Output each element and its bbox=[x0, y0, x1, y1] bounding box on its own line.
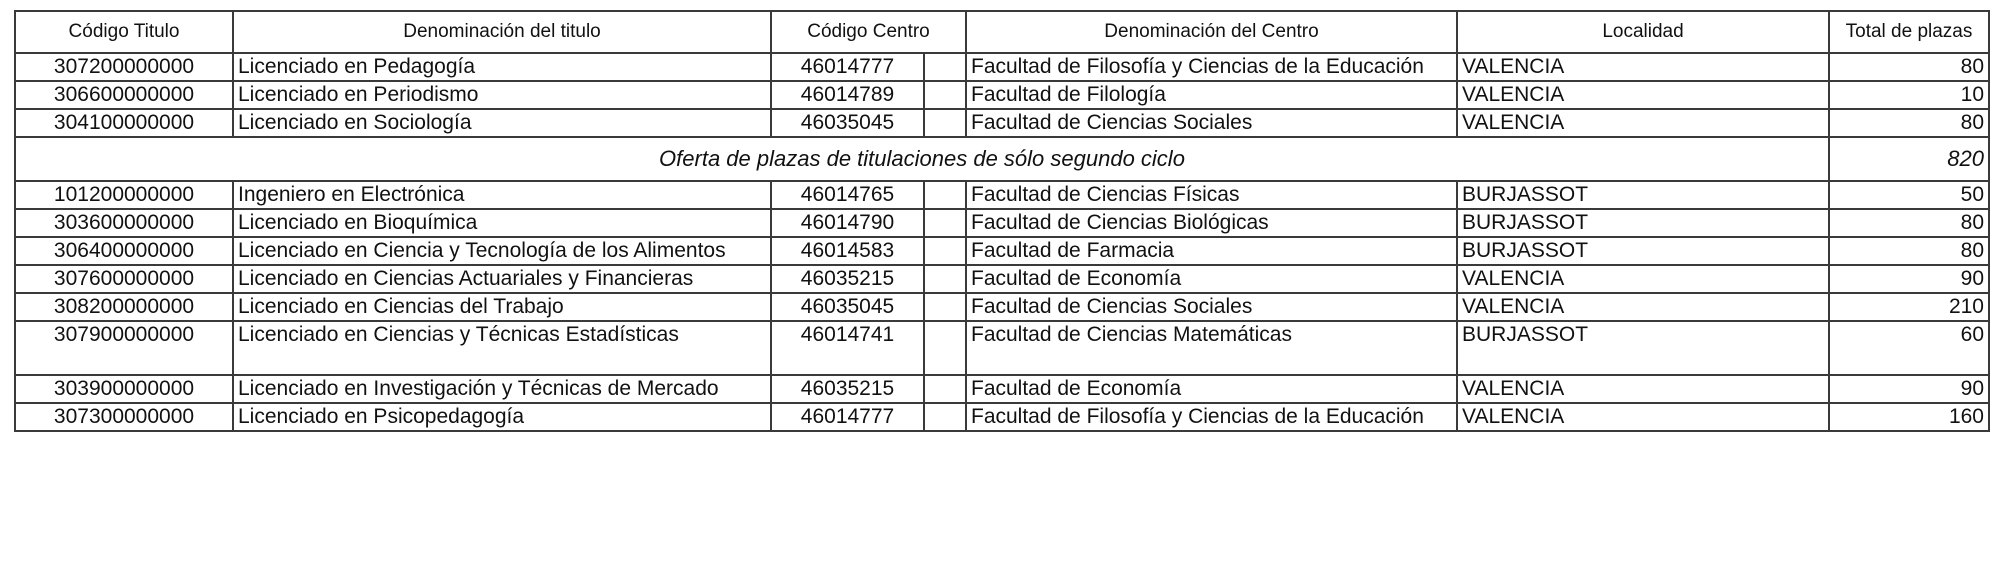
cell-titulo: Licenciado en Ciencias y Técnicas Estadísticas bbox=[233, 321, 771, 375]
cell-centro: Facultad de Filosofía y Ciencias de la Educación bbox=[966, 403, 1457, 431]
cell-empty bbox=[924, 403, 966, 431]
cell-titulo: Ingeniero en Electrónica bbox=[233, 181, 771, 209]
cell-codigo-centro: 46035045 bbox=[771, 109, 924, 137]
table-row bbox=[15, 403, 1989, 431]
table-row bbox=[15, 109, 1989, 137]
cell-centro: Facultad de Filosofía y Ciencias de la Educación bbox=[966, 53, 1457, 81]
cell-centro: Facultad de Ciencias Físicas bbox=[966, 181, 1457, 209]
titulaciones-table bbox=[14, 10, 1990, 432]
cell-codigo-titulo: 306600000000 bbox=[15, 81, 233, 109]
cell-localidad: VALENCIA bbox=[1457, 109, 1829, 137]
cell-centro: Facultad de Economía bbox=[966, 375, 1457, 403]
cell-localidad: VALENCIA bbox=[1457, 81, 1829, 109]
cell-empty bbox=[924, 265, 966, 293]
cell-plazas: 50 bbox=[1829, 181, 1989, 209]
cell-codigo-titulo: 307200000000 bbox=[15, 53, 233, 81]
table-row bbox=[15, 293, 1989, 321]
cell-codigo-centro: 46035215 bbox=[771, 375, 924, 403]
cell-localidad: VALENCIA bbox=[1457, 53, 1829, 81]
cell-empty bbox=[924, 375, 966, 403]
header-codigo-centro: Código Centro bbox=[771, 11, 966, 53]
cell-titulo: Licenciado en Investigación y Técnicas de Mercado bbox=[233, 375, 771, 403]
cell-codigo-titulo: 306400000000 bbox=[15, 237, 233, 265]
header-total-plazas: Total de plazas bbox=[1829, 11, 1989, 53]
cell-empty bbox=[924, 81, 966, 109]
cell-localidad: BURJASSOT bbox=[1457, 181, 1829, 209]
cell-titulo: Licenciado en Periodismo bbox=[233, 81, 771, 109]
cell-plazas: 80 bbox=[1829, 53, 1989, 81]
section-total: 820 bbox=[1829, 137, 1989, 181]
cell-titulo: Licenciado en Psicopedagogía bbox=[233, 403, 771, 431]
header-denominacion-titulo: Denominación del titulo bbox=[233, 11, 771, 53]
cell-codigo-centro: 46035215 bbox=[771, 265, 924, 293]
header-localidad: Localidad bbox=[1457, 11, 1829, 53]
cell-centro: Facultad de Farmacia bbox=[966, 237, 1457, 265]
cell-plazas: 210 bbox=[1829, 293, 1989, 321]
cell-codigo-titulo: 101200000000 bbox=[15, 181, 233, 209]
cell-empty bbox=[924, 109, 966, 137]
cell-plazas: 80 bbox=[1829, 209, 1989, 237]
cell-empty bbox=[924, 209, 966, 237]
cell-localidad: BURJASSOT bbox=[1457, 209, 1829, 237]
cell-localidad: VALENCIA bbox=[1457, 403, 1829, 431]
table-row bbox=[15, 321, 1989, 375]
cell-codigo-titulo: 303900000000 bbox=[15, 375, 233, 403]
cell-codigo-centro: 46014765 bbox=[771, 181, 924, 209]
cell-empty bbox=[924, 53, 966, 81]
table-row bbox=[15, 209, 1989, 237]
cell-codigo-titulo: 303600000000 bbox=[15, 209, 233, 237]
section-label: Oferta de plazas de titulaciones de sólo segundo ciclo bbox=[15, 137, 1829, 181]
header-row bbox=[15, 11, 1989, 53]
cell-localidad: VALENCIA bbox=[1457, 293, 1829, 321]
table-row bbox=[15, 81, 1989, 109]
cell-codigo-titulo: 307300000000 bbox=[15, 403, 233, 431]
cell-plazas: 80 bbox=[1829, 237, 1989, 265]
cell-plazas: 90 bbox=[1829, 375, 1989, 403]
cell-titulo: Licenciado en Ciencias Actuariales y Financieras bbox=[233, 265, 771, 293]
cell-plazas: 160 bbox=[1829, 403, 1989, 431]
cell-codigo-titulo: 308200000000 bbox=[15, 293, 233, 321]
cell-titulo: Licenciado en Ciencia y Tecnología de los Alimentos bbox=[233, 237, 771, 265]
cell-centro: Facultad de Ciencias Sociales bbox=[966, 293, 1457, 321]
cell-plazas: 60 bbox=[1829, 321, 1989, 375]
cell-centro: Facultad de Economía bbox=[966, 265, 1457, 293]
table-row bbox=[15, 237, 1989, 265]
cell-codigo-centro: 46014789 bbox=[771, 81, 924, 109]
cell-centro: Facultad de Ciencias Biológicas bbox=[966, 209, 1457, 237]
section-row bbox=[15, 137, 1989, 181]
cell-localidad: VALENCIA bbox=[1457, 265, 1829, 293]
cell-empty bbox=[924, 293, 966, 321]
cell-localidad: BURJASSOT bbox=[1457, 237, 1829, 265]
cell-titulo: Licenciado en Ciencias del Trabajo bbox=[233, 293, 771, 321]
cell-titulo: Licenciado en Pedagogía bbox=[233, 53, 771, 81]
header-codigo-titulo: Código Titulo bbox=[15, 11, 233, 53]
header-denominacion-centro: Denominación del Centro bbox=[966, 11, 1457, 53]
cell-codigo-titulo: 307600000000 bbox=[15, 265, 233, 293]
cell-titulo: Licenciado en Sociología bbox=[233, 109, 771, 137]
cell-centro: Facultad de Ciencias Matemáticas bbox=[966, 321, 1457, 375]
cell-localidad: VALENCIA bbox=[1457, 375, 1829, 403]
cell-codigo-titulo: 304100000000 bbox=[15, 109, 233, 137]
cell-empty bbox=[924, 321, 966, 375]
cell-centro: Facultad de Filología bbox=[966, 81, 1457, 109]
cell-localidad: BURJASSOT bbox=[1457, 321, 1829, 375]
cell-codigo-centro: 46014583 bbox=[771, 237, 924, 265]
cell-plazas: 10 bbox=[1829, 81, 1989, 109]
cell-codigo-centro: 46035045 bbox=[771, 293, 924, 321]
table-row bbox=[15, 181, 1989, 209]
cell-plazas: 80 bbox=[1829, 109, 1989, 137]
table-row bbox=[15, 265, 1989, 293]
cell-codigo-titulo: 307900000000 bbox=[15, 321, 233, 375]
table-row bbox=[15, 53, 1989, 81]
cell-codigo-centro: 46014777 bbox=[771, 53, 924, 81]
table-row bbox=[15, 375, 1989, 403]
cell-titulo: Licenciado en Bioquímica bbox=[233, 209, 771, 237]
cell-codigo-centro: 46014777 bbox=[771, 403, 924, 431]
cell-empty bbox=[924, 181, 966, 209]
cell-plazas: 90 bbox=[1829, 265, 1989, 293]
cell-codigo-centro: 46014741 bbox=[771, 321, 924, 375]
cell-codigo-centro: 46014790 bbox=[771, 209, 924, 237]
cell-empty bbox=[924, 237, 966, 265]
cell-centro: Facultad de Ciencias Sociales bbox=[966, 109, 1457, 137]
